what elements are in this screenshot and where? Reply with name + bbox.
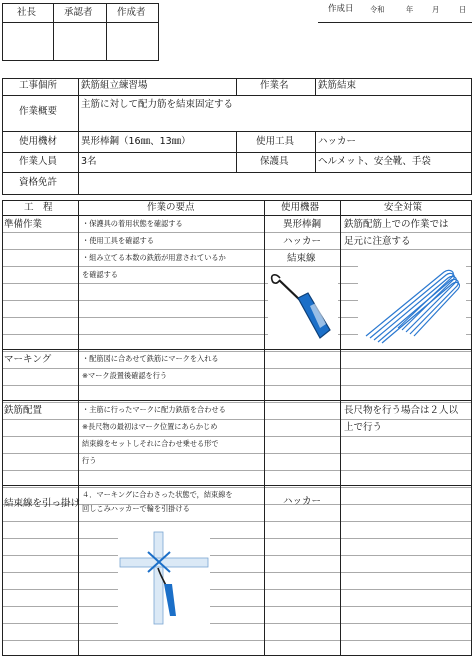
tools-value: ハッカー	[318, 136, 357, 147]
tools-label: 使用工具	[256, 136, 295, 147]
header-process: 工 程	[24, 202, 53, 213]
materials-label: 使用機材	[19, 136, 58, 147]
row4-equipment-1: ハッカー	[283, 496, 322, 507]
row1-safety-2: 足元に注意する	[344, 236, 411, 247]
row2-point-2: ※マーク設置後確認を行う	[82, 371, 168, 380]
workers-value: 3名	[81, 156, 97, 167]
info-row-line	[2, 152, 472, 153]
work-name-value: 鉄筋結束	[318, 80, 357, 91]
info-col-line	[236, 78, 237, 95]
date-underline	[318, 22, 472, 23]
header-points: 作業の要点	[147, 202, 195, 213]
header-equipment: 使用機器	[281, 202, 320, 213]
row4-point-1: ４．マーキングに合わさった状態で，結束線を	[82, 490, 233, 499]
row1-equipment-3: 結束線	[287, 253, 316, 264]
info-row-line	[2, 131, 472, 132]
info-col-line	[78, 78, 79, 195]
row3-process: 鉄筋配置	[4, 405, 43, 416]
row3-point-4: 行う	[82, 456, 97, 465]
license-label: 資格免許	[19, 177, 58, 188]
date-month: 月	[432, 5, 440, 14]
col-line-process	[78, 200, 79, 656]
date-day: 日	[459, 5, 467, 14]
row1-point-4: を確認する	[82, 270, 118, 279]
row1-process: 準備作業	[4, 219, 43, 230]
info-col-line	[315, 78, 316, 95]
row3-point-2: ※長尺物の最初はマーク位置にあらかじめ	[82, 422, 218, 431]
row1-point-2: ・使用工具を確認する	[82, 236, 154, 245]
row1-safety-1: 鉄筋配筋上での作業では	[344, 219, 449, 230]
row2-process: マーキング	[4, 354, 52, 365]
row3-point-3: 結束線をセットしそれに合わせ乗せる形で	[82, 439, 219, 448]
approval-header-approver: 承認者	[64, 7, 93, 18]
site-label: 工事個所	[19, 80, 58, 91]
row1-point-1: ・保護具の着用状態を確認する	[82, 219, 183, 228]
info-col-line	[236, 131, 237, 172]
info-col-line	[315, 131, 316, 172]
procedure-header-line	[2, 215, 472, 216]
header-safety: 安全対策	[384, 202, 423, 213]
row3-point-1: ・主筋に行ったマークに配力鉄筋を合わせる	[82, 405, 226, 414]
date-era: 令和	[370, 5, 385, 14]
approval-header-president: 社長	[17, 7, 37, 18]
row1-equipment-2: ハッカー	[283, 236, 322, 247]
overview-label: 作業概要	[19, 106, 58, 117]
row3-safety-2: 上で行う	[344, 422, 383, 433]
site-value: 鉄筋組立練習場	[81, 80, 148, 91]
overview-value: 主筋に対して配力筋を結束固定する	[81, 99, 234, 110]
col-line-points	[264, 200, 265, 656]
row2-point-1: ・配筋図に合あせて鉄筋にマークを入れる	[82, 354, 219, 363]
date-year: 年	[406, 5, 414, 14]
col-line-equipment	[340, 200, 341, 656]
row4-point-2: 回しこみハッカーで輪を引掛ける	[82, 504, 190, 513]
info-row-line	[2, 95, 472, 96]
approval-header-creator: 作成者	[117, 7, 146, 18]
row3-safety-1: 長尺物を行う場合は２人以	[344, 405, 459, 416]
row1-equipment-1: 異形棒鋼	[283, 219, 322, 230]
row1-point-3: ・組み立てる本数の鉄筋が用意されているか	[82, 253, 226, 262]
hacker-tool-icon	[268, 268, 338, 348]
approval-divider-2	[106, 3, 107, 61]
materials-value: 異形棒鋼（16㎜、13㎜）	[81, 136, 191, 147]
workers-label: 作業人員	[19, 156, 58, 167]
approval-header-divider	[2, 22, 159, 23]
info-row-line	[2, 172, 472, 173]
protective-value: ヘルメット、安全靴、手袋	[318, 156, 431, 167]
tie-wire-bundle-icon	[358, 262, 466, 346]
rebar-tie-icon	[118, 528, 210, 628]
approval-divider-1	[53, 3, 54, 61]
date-label: 作成日	[328, 4, 354, 14]
work-name-label: 作業名	[260, 80, 289, 91]
protective-label: 保護具	[260, 156, 289, 167]
row4-process: 結束線を引っ掛け	[4, 498, 81, 509]
